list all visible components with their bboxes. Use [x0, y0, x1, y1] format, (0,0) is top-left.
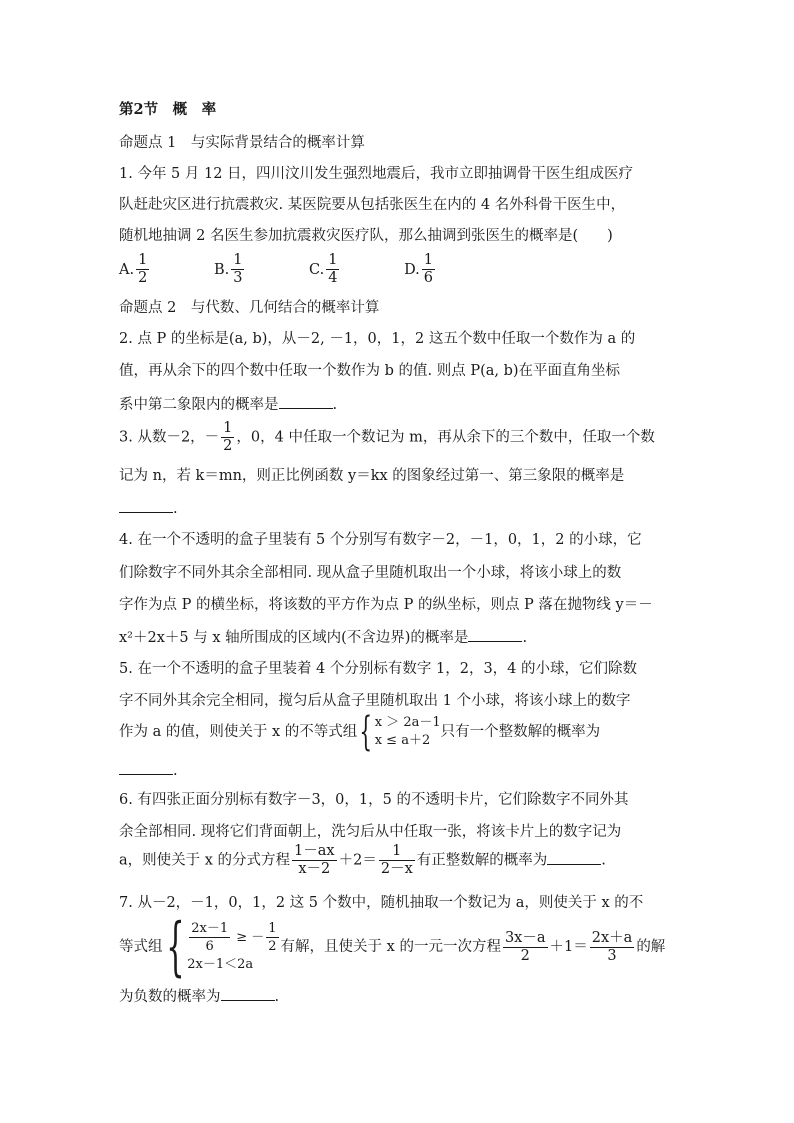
q1-line-3: 随机地抽调 2 名医生参加抗震救灾医疗队，那么抽调到张医生的概率是( ) — [119, 228, 613, 244]
q6-line-1: 6. 有四张正面分别标有数字－3，0，1，5 的不透明卡片，它们除数字不同外其 — [119, 792, 629, 808]
q5-line-2: 字不同外其余完全相同，搅匀后从盒子里随机取出 1 个小球，将该小球上的数字 — [119, 693, 631, 709]
answer-blank — [468, 627, 522, 642]
q3-line-2: 记为 n，若 k＝mn，则正比例函数 y＝kx 的图象经过第一、第三象限的概率是 — [119, 468, 625, 484]
topic-heading-2: 命题点 2 与代数、几何结合的概率计算 — [119, 300, 380, 316]
q1-line-2: 队赶赴灾区进行抗震救灾. 某医院要从包括张医生在内的 4 名外科骨干医生中， — [119, 197, 626, 213]
q1-options — [119, 252, 437, 287]
option-a: A. $\frac{1}{2}$ — [119, 252, 148, 286]
q1-line-1: 1. 今年 5 月 12 日，四川汶川发生强烈地震后，我市立即抽调骨干医生组成医疗 — [119, 166, 634, 182]
inequality-system: $\frac{2x-1}{6}$ ≥ － $\frac{1}{2}$ 2x－1＜2a — [187, 920, 277, 972]
inequality-system: x ＞ 2a－1 x ≤ a＋2 — [374, 715, 441, 748]
q4-line-2: 们除数字不同外其余全部相同. 现从盒子里随机取出一个小球，将该小球上的数 — [119, 565, 622, 581]
topic-heading-1: 命题点 1 与实际背景结合的概率计算 — [119, 135, 365, 151]
q4-line-1: 4. 在一个不透明的盒子里装有 5 个分别写有数字－2，－1，0，1，2 的小球，它 — [119, 532, 642, 548]
q4-line-3: 字作为点 P 的横坐标，将该数的平方作为点 P 的纵坐标，则点 P 落在抛物线 y＝－ — [119, 597, 653, 613]
q5-line-1: 5. 在一个不透明的盒子里装着 4 个分别标有数字 1，2，3，4 的小球，它们除数 — [119, 661, 638, 677]
q7-line-1: 7. 从－2，－1，0，1，2 这 5 个数中，随机抽取一个数记为 a，则使关于 x 的不 — [119, 895, 644, 911]
q6-line-3: a，则使关于 x 的分式方程 $\frac{1-ax}{x-2}$ ＋2＝ $\frac{1}{2-x}$ 有正整数解的概率为 . — [119, 843, 606, 877]
answer-blank — [547, 850, 601, 865]
q4-line-4: x²＋2x＋5 与 x 轴所围成的区域内(不含边界)的概率是 . — [119, 627, 527, 648]
answer-blank — [279, 394, 333, 409]
q5-line-4: . — [119, 760, 178, 781]
section-title: 第2节 概 率 — [119, 101, 217, 118]
answer-blank — [221, 986, 275, 1001]
answer-blank — [119, 760, 173, 775]
q5-line-3: 作为 a 的值，则使关于 x 的不等式组{ x ＞ 2a－1 x ≤ a＋2 只有一个整数解的概率为 — [119, 709, 601, 755]
answer-blank — [119, 498, 173, 513]
q2-line-1: 2. 点 P 的坐标是(a, b)，从－2, －1，0，1，2 这五个数中任取一个数作为 a 的 — [119, 331, 636, 347]
option-c: C. $\frac{1}{4}$ — [309, 252, 338, 286]
option-d: D. $\frac{1}{6}$ — [404, 252, 434, 286]
option-b: B. $\frac{1}{3}$ — [213, 252, 243, 286]
q2-line-3: 系中第二象限内的概率是 . — [119, 394, 337, 415]
q7-line-3: 为负数的概率为 . — [119, 986, 279, 1007]
q3-line-3: . — [119, 498, 178, 519]
q7-line-2: 等式组{ $\frac{2x-1}{6}$ ≥ － $\frac{1}{2}$ 2x－1＜2a 有解，且使关于 x 的一元一次方程 $\frac{3x-a}{2}$ ＋1＝ $\frac{2x+a}{3}$ 的解 — [119, 910, 666, 984]
q2-line-2: 值，再从余下的四个数中任取一个数作为 b 的值. 则点 P(a, b)在平面直角坐标 — [119, 363, 621, 379]
q6-line-2: 余全部相同. 现将它们背面朝上，洗匀后从中任取一张，将该卡片上的数字记为 — [119, 824, 622, 840]
q3-line-1: 3. 从数－2，－ $\frac{1}{2}$ ，0，4 中任取一个数记为 m，再从余下的三个数中，任取一个数 — [119, 420, 655, 454]
